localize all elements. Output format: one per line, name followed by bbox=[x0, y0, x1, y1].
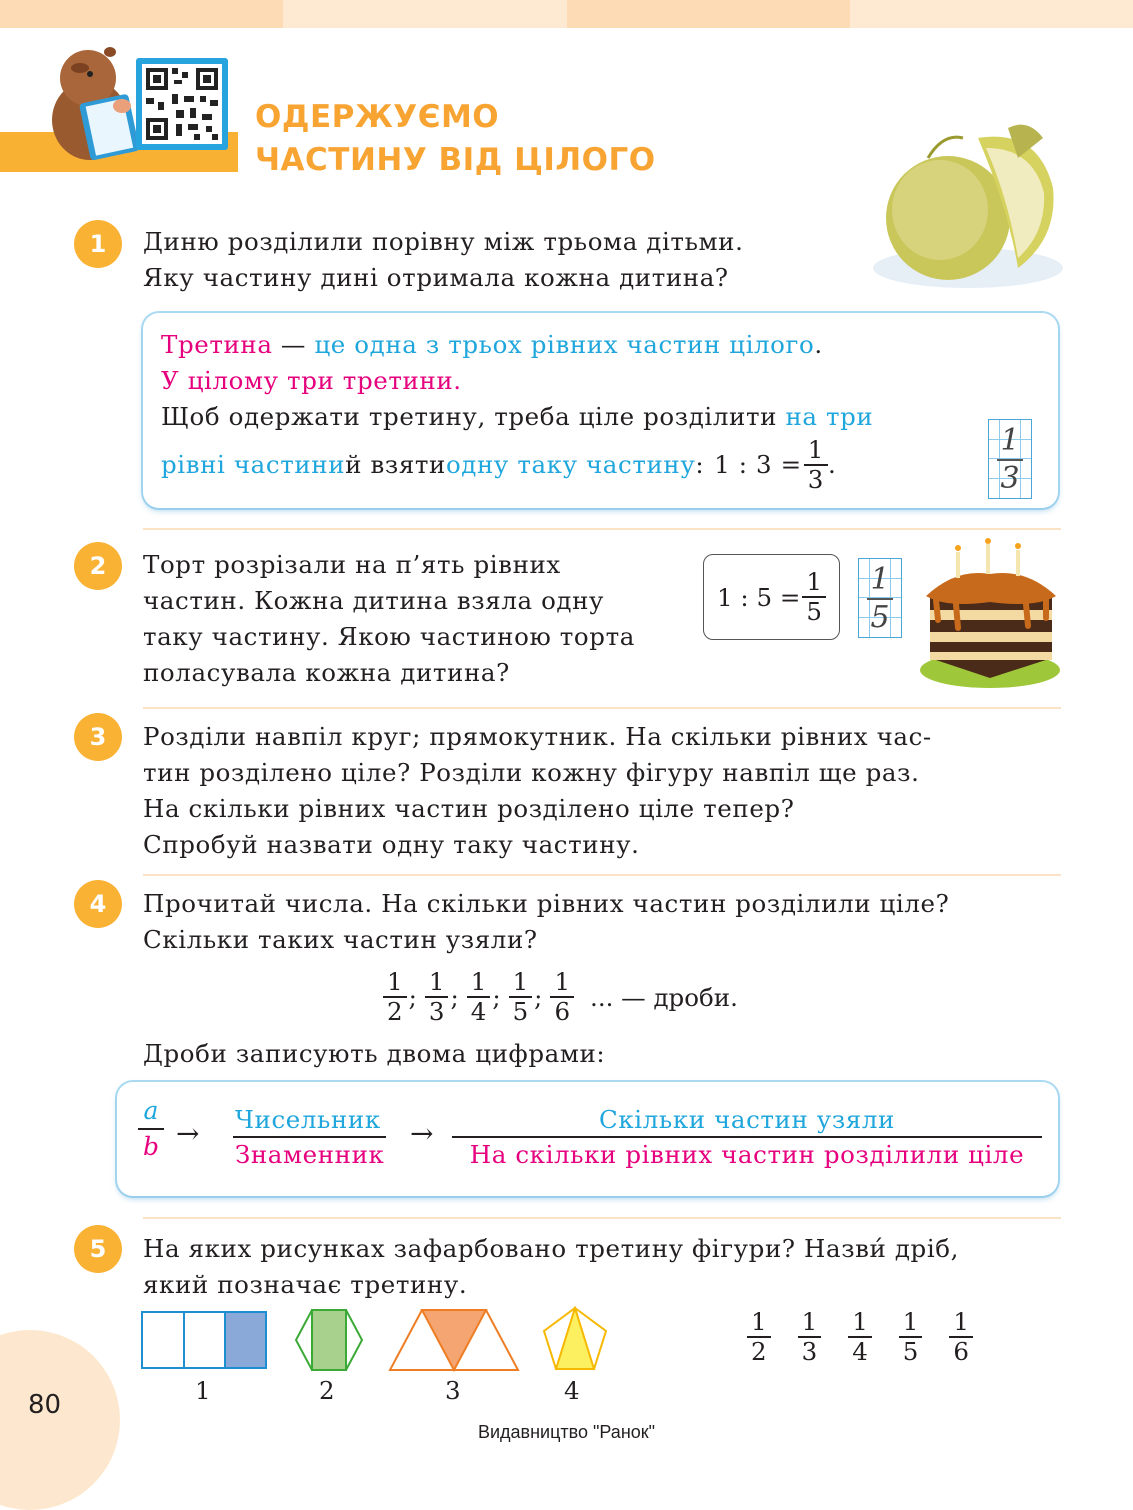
fraction-num: 1 bbox=[554, 967, 571, 996]
title-line-1: ОДЕРЖУЄМО bbox=[255, 99, 500, 135]
fraction bbox=[383, 968, 407, 1026]
fraction bbox=[550, 968, 574, 1026]
task-number-5: 5 bbox=[74, 1225, 122, 1273]
numerator-label: Чисельник bbox=[235, 1105, 381, 1134]
fraction bbox=[467, 968, 491, 1026]
handwritten-fraction-1-5 bbox=[858, 558, 902, 638]
separator bbox=[143, 528, 1061, 530]
rule-fraction-num: 1 bbox=[807, 435, 824, 464]
task-4-after-text: Дроби записують двома цифрами: bbox=[143, 1039, 606, 1068]
fraction-den: 2 bbox=[387, 997, 403, 1026]
fraction bbox=[949, 1308, 973, 1366]
fraction-num: 1 bbox=[512, 967, 529, 996]
task-3-line-2: тин розділено ціле? Розділи кожну фігуру навпіл ще раз. bbox=[143, 758, 920, 787]
task-number-2: 2 bbox=[74, 542, 122, 590]
fraction-separator: ; bbox=[408, 982, 417, 1012]
fraction-den: 5 bbox=[902, 1337, 919, 1366]
task-2-fraction-num: 1 bbox=[806, 567, 822, 596]
rule-line-3a: Щоб одержати третину, треба ціле розділити bbox=[161, 402, 786, 431]
fraction-separator: ; bbox=[450, 982, 459, 1012]
figure-2-hexagon bbox=[294, 1308, 364, 1372]
fraction bbox=[425, 968, 449, 1026]
page-corner bbox=[0, 1330, 120, 1510]
ab-fraction bbox=[138, 1094, 164, 1164]
rule-line-4 bbox=[161, 433, 836, 497]
page-number: 80 bbox=[28, 1390, 62, 1420]
fraction-den: 3 bbox=[428, 997, 445, 1026]
separator bbox=[143, 707, 1061, 709]
fraction-den: 6 bbox=[953, 1337, 969, 1366]
figure-label-1: 1 bbox=[195, 1376, 211, 1405]
fraction-num: 1 bbox=[902, 1307, 919, 1336]
fraction-den: 2 bbox=[751, 1337, 767, 1366]
task-3-line-1: Розділи навпіл круг; прямокутник. На скільки рівних час- bbox=[143, 722, 932, 751]
rule-line-4d: : bbox=[695, 450, 705, 479]
rule-dash: — bbox=[272, 330, 315, 359]
fraction bbox=[899, 1308, 923, 1366]
task-2-fraction bbox=[802, 568, 826, 626]
figure-label-4: 4 bbox=[564, 1376, 580, 1405]
top-color-strip bbox=[0, 0, 1133, 28]
task-5-line-2: який позначає третину. bbox=[143, 1270, 468, 1299]
figure-3-trapezoid bbox=[388, 1308, 520, 1372]
hand-den: 5 bbox=[870, 600, 890, 635]
top-description: Скільки частин узяли bbox=[599, 1105, 895, 1134]
publisher: Видавництво "Ранок" bbox=[477, 1422, 656, 1442]
rule-end: . bbox=[827, 450, 837, 479]
task-number-4: 4 bbox=[74, 880, 122, 928]
hand-den: 3 bbox=[1000, 461, 1020, 496]
bottom-description: На скільки рівних частин розділили ціле bbox=[469, 1140, 1025, 1169]
denominator-label: Знаменник bbox=[235, 1140, 385, 1169]
letter-a: a bbox=[143, 1096, 159, 1125]
task-4-line-2: Скільки таких частин узяли? bbox=[143, 925, 538, 954]
task-1-text bbox=[143, 224, 744, 296]
fractions-tail: ... — дроби. bbox=[590, 982, 738, 1012]
fraction-den: 5 bbox=[512, 997, 529, 1026]
task-4-line-1: Прочитай числа. На скільки рівних частин розділили ціле? bbox=[143, 889, 950, 918]
figure-label-3: 3 bbox=[445, 1376, 461, 1405]
fraction-num: 1 bbox=[470, 967, 487, 996]
task-5-fraction-row bbox=[747, 1308, 973, 1366]
task-2-fraction-den: 5 bbox=[806, 597, 822, 626]
rule-line-4b: й взяти bbox=[345, 450, 446, 479]
fraction-num: 1 bbox=[387, 967, 403, 996]
fraction-num: 1 bbox=[953, 1307, 969, 1336]
capybara-reading-icon bbox=[40, 40, 140, 165]
rule-line-3b: на три bbox=[785, 402, 874, 431]
rule-fraction bbox=[804, 436, 828, 494]
qr-code[interactable] bbox=[136, 58, 228, 150]
fraction-separator: ; bbox=[492, 982, 501, 1012]
task-5-text bbox=[143, 1231, 959, 1303]
figure-label-2: 2 bbox=[319, 1376, 335, 1405]
separator bbox=[143, 874, 1061, 876]
task-2-text bbox=[143, 547, 635, 691]
page-title bbox=[255, 96, 656, 182]
cake-illustration bbox=[916, 538, 1066, 693]
arrow-icon: → bbox=[410, 1117, 434, 1150]
terms-descriptions bbox=[452, 1104, 1042, 1172]
task-3-line-3: На скільки рівних частин розділено ціле тепер? bbox=[143, 794, 795, 823]
separator bbox=[143, 1217, 1061, 1219]
task-4-text bbox=[143, 886, 949, 958]
figure-4-pentagon bbox=[542, 1306, 608, 1372]
task-2-line-2: частин. Кожна дитина взяла одну bbox=[143, 586, 605, 615]
hand-num: 1 bbox=[870, 562, 890, 597]
task-3-text bbox=[143, 719, 932, 863]
fraction bbox=[798, 1308, 822, 1366]
task-1-line-1: Диню розділили порівну між трьома дітьми. bbox=[143, 227, 744, 256]
rule-definition: це одна з трьох рівних частин цілого bbox=[314, 330, 815, 359]
task-number-3: 3 bbox=[74, 713, 122, 761]
fraction-num: 1 bbox=[801, 1307, 818, 1336]
fraction-den: 4 bbox=[852, 1337, 868, 1366]
fraction bbox=[747, 1308, 771, 1366]
arrow-icon: → bbox=[176, 1117, 200, 1150]
task-2-expression: 1 : 5 = bbox=[717, 582, 801, 612]
melon-illustration bbox=[868, 118, 1068, 293]
fraction-separator: ; bbox=[534, 982, 543, 1012]
handwritten-fraction-1-3 bbox=[988, 419, 1032, 499]
fraction-den: 4 bbox=[470, 997, 487, 1026]
hand-num: 1 bbox=[1000, 423, 1020, 458]
task-5-line-1: На яких рисунках зафарбовано третину фігури? Назви́ дріб, bbox=[143, 1234, 960, 1263]
task-3-line-4: Спробуй назвати одну таку частину. bbox=[143, 830, 640, 859]
rule-term: Третина bbox=[161, 330, 273, 359]
fraction-num: 1 bbox=[751, 1307, 767, 1336]
figure-1-rectangle bbox=[140, 1310, 270, 1370]
fraction-den: 3 bbox=[801, 1337, 818, 1366]
task-number-1: 1 bbox=[74, 220, 122, 268]
task-2-expression-box bbox=[703, 554, 840, 640]
rule-line-4c: одну таку частину bbox=[445, 450, 696, 479]
rule-line-2: У цілому три третини. bbox=[161, 366, 462, 395]
task-2-line-3: таку частину. Якою частиною торта bbox=[143, 622, 635, 651]
fraction bbox=[509, 968, 533, 1026]
rule-line-4a: рівні частини bbox=[161, 450, 346, 479]
task-2-line-1: Торт розрізали на п’ять рівних bbox=[143, 550, 561, 579]
rule-line-1 bbox=[161, 327, 823, 363]
title-line-2: ЧАСТИНУ ВІД ЦІЛОГО bbox=[255, 142, 656, 178]
qr-code-icon bbox=[136, 58, 228, 150]
task-4-fraction-row bbox=[383, 963, 738, 1031]
rule-line-3 bbox=[161, 399, 873, 435]
task-1-line-2: Яку частину дині отримала кожна дитина? bbox=[143, 263, 729, 292]
rule-expression: 1 : 3 = bbox=[714, 450, 802, 479]
rule-fraction-den: 3 bbox=[807, 465, 824, 494]
fraction-num: 1 bbox=[428, 967, 445, 996]
fraction bbox=[848, 1308, 872, 1366]
fraction-den: 6 bbox=[554, 997, 571, 1026]
letter-b: b bbox=[142, 1132, 159, 1161]
rule-period: . bbox=[814, 330, 823, 359]
task-2-line-4: поласувала кожна дитина? bbox=[143, 658, 510, 687]
numerator-denominator bbox=[233, 1104, 386, 1172]
fraction-num: 1 bbox=[852, 1307, 868, 1336]
